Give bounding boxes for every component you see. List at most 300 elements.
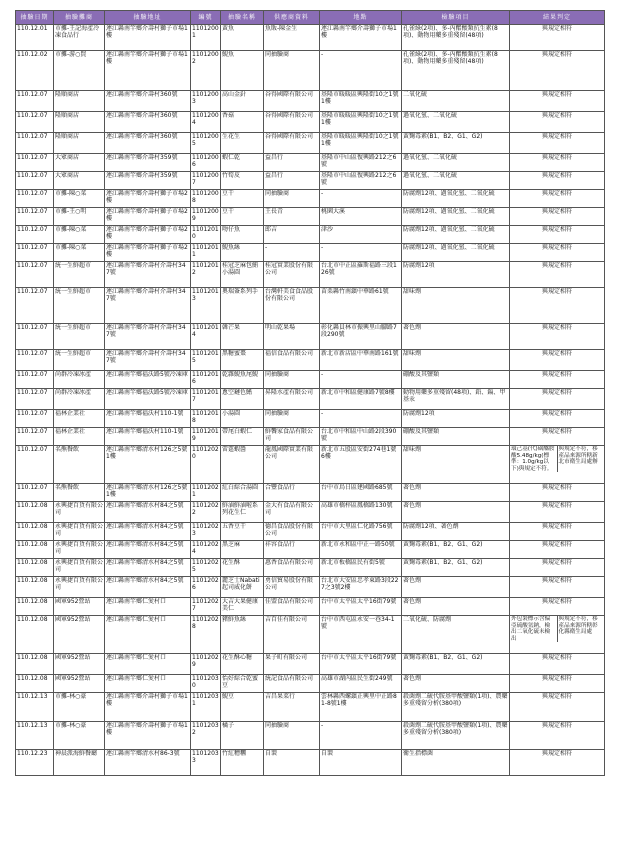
cell-name: 紅白綜合湯圓 <box>221 484 264 502</box>
cell-loc: 高雄市橋梓區鳳橋路130號 <box>320 502 402 523</box>
cell-addr: 連江縣南竿鄉福沃村110-1號 <box>105 428 191 446</box>
cell-items: 過氧化氫、二氧化硫 <box>402 112 510 133</box>
cell-vendor: 隆順商店 <box>54 112 105 133</box>
cell-addr: 連江縣南竿鄉介壽村介壽村347號 <box>105 288 191 324</box>
cell-name: 桂冠芝麻包鮪小湯圓 <box>221 262 264 288</box>
cell-addr: 連江縣南竿鄉介壽村獅子市場2樓 <box>105 190 191 208</box>
cell-addr: 連江縣南竿鄉清水村126之5號1樓 <box>105 446 191 484</box>
table-row <box>16 577 605 598</box>
cell-supplier: 郎吉 <box>264 226 320 244</box>
cell-result-detail: 環己基(代)磺醯胺酸5.48g/kg(標準：1.0g/kg以下)與規定不符。 <box>510 446 558 472</box>
cell-addr: 連江縣南竿鄉介壽村介壽村347號 <box>105 324 191 350</box>
cell-addr: 連江縣南竿鄉介壽村359號 <box>105 154 191 172</box>
cell-loc: 連江縣南竿鄉介壽獅子市場1樓 <box>320 25 402 51</box>
cell-items: 著色劑 <box>402 598 510 616</box>
cell-result: 與規定相符 <box>510 172 605 190</box>
table-row <box>16 324 605 350</box>
cell-items: 防腐劑12項、過氧化氫、二氧化硫 <box>402 244 510 262</box>
cell-result: 與規定相符 <box>510 484 605 502</box>
cell-loc: 自製 <box>320 750 402 776</box>
table-row <box>16 446 605 484</box>
cell-no: 11012009 <box>191 208 221 226</box>
cell-items: 衛生指標菌 <box>402 750 510 776</box>
table-row <box>16 598 605 616</box>
cell-supplier: 益昌行 <box>264 154 320 172</box>
cell-no: 11012029 <box>191 654 221 675</box>
table-row <box>16 244 605 262</box>
cell-date: 110.12.08 <box>16 675 54 693</box>
cell-loc: 新北市五股區安街274巷1號6樓 <box>320 446 402 484</box>
cell-supplier: 同抽驗商 <box>264 190 320 208</box>
cell-supplier: 谷得國際有限公司 <box>264 133 320 154</box>
cell-result: 與規定相符 <box>510 288 605 324</box>
column-header: 檢驗項目 <box>402 11 510 25</box>
cell-supplier: 佳盟食品有限公司 <box>264 598 320 616</box>
column-header: 編號 <box>191 11 221 25</box>
cell-items: 黃麴毒素(B1、B2、G1、G2) <box>402 654 510 675</box>
cell-no: 11012005 <box>191 133 221 154</box>
cell-vendor: 國軍952營站 <box>54 675 105 693</box>
cell-items: 動物用藥多重殘留(48項)、鉛、鎘、甲基汞 <box>402 389 510 410</box>
cell-items: 著色劑 <box>402 324 510 350</box>
cell-loc: 新北市永和區中正一路50號 <box>320 541 402 559</box>
cell-result-action: 與規定不符，移產品來源所轄新北市衛生局處辦 <box>558 446 598 466</box>
table-row <box>16 350 605 371</box>
cell-name: 竹筍皮 <box>221 172 264 190</box>
cell-supplier: 昇隆水產有限公司 <box>264 389 320 410</box>
cell-result: 與規定相符 <box>510 190 605 208</box>
cell-items: 二氧化硫、防腐劑 <box>402 616 510 654</box>
cell-items: 著色劑 <box>402 577 510 598</box>
cell-items: 防腐劑12項 <box>402 410 510 428</box>
table-row <box>16 91 605 112</box>
cell-no: 11012019 <box>191 428 221 446</box>
table-row <box>16 559 605 577</box>
cell-no: 11012022 <box>191 502 221 523</box>
cell-vendor: 名熊餐飲 <box>54 484 105 502</box>
cell-date: 110.12.01 <box>16 25 54 51</box>
cell-vendor: 統一生鮮超市 <box>54 350 105 371</box>
cell-supplier: 福信食品有限公司 <box>264 350 320 371</box>
cell-supplier: 吉百佳有限公司 <box>264 616 320 654</box>
table-header-row <box>16 11 605 25</box>
table-row <box>16 722 605 750</box>
cell-date: 110.12.07 <box>16 133 54 154</box>
cell-result: 與規定相符 <box>510 371 605 389</box>
cell-result: 與規定相符 <box>510 541 605 559</box>
table-row <box>16 226 605 244</box>
cell-result: 與規定相符 <box>510 502 605 523</box>
cell-vendor: 市攤-林○豪 <box>54 722 105 750</box>
cell-vendor: 隆順商店 <box>54 133 105 154</box>
cell-vendor: 市攤-游○賢 <box>54 51 105 91</box>
cell-result: 與規定相符 <box>510 324 605 350</box>
cell-supplier: 同抽驗商 <box>264 51 320 91</box>
table-row <box>16 502 605 523</box>
table-row <box>16 750 605 776</box>
table-row <box>16 133 605 154</box>
cell-items: 防腐劑12項、著色劑 <box>402 523 510 541</box>
table-row <box>16 616 605 654</box>
cell-name: 竹紅糟糰 <box>221 750 264 776</box>
cell-addr: 連江縣南竿鄉介壽村獅子市場2樓 <box>105 208 191 226</box>
cell-loc: 基隆市暖暖區興隆街10之1號1樓 <box>320 91 402 112</box>
cell-name: 黑芝麻 <box>221 541 264 559</box>
cell-date: 110.12.07 <box>16 428 54 446</box>
cell-result: 與規定相符 <box>510 559 605 577</box>
cell-supplier: 台灣軒美食食品股份有限公司 <box>264 288 320 324</box>
cell-vendor: 國軍952營站 <box>54 654 105 675</box>
cell-supplier: 同抽驗商 <box>264 722 320 750</box>
cell-date: 110.12.07 <box>16 190 54 208</box>
cell-vendor: 統一生鮮超市 <box>54 262 105 288</box>
cell-no: 11012027 <box>191 598 221 616</box>
cell-result: 與規定相符 <box>510 133 605 154</box>
cell-supplier: 同抽驗商 <box>264 410 320 428</box>
cell-date: 110.12.08 <box>16 577 54 598</box>
cell-vendor: 永興捷百貨有限公司 <box>54 577 105 598</box>
cell-loc: 基隆市中山區復興路212之6號 <box>320 154 402 172</box>
table-row <box>16 410 605 428</box>
cell-vendor: 市攤-王○明 <box>54 208 105 226</box>
cell-result: 與規定相符 <box>510 244 605 262</box>
cell-supplier: 同抽驗商 <box>264 371 320 389</box>
cell-loc: 新北市中和區健康路7號8樓 <box>320 389 402 410</box>
cell-vendor: 市攤-陳○菜 <box>54 244 105 262</box>
cell-loc: 高雄市湖內區民生街249號 <box>320 675 402 693</box>
cell-name: 鮮滷鮮滷啦系列花生仁 <box>221 502 264 523</box>
cell-supplier: 益昌行 <box>264 172 320 190</box>
table-row <box>16 51 605 91</box>
cell-vendor: 隆順商店 <box>54 91 105 112</box>
cell-vendor: 神晨派海鮮餐廳 <box>54 750 105 776</box>
cell-date: 110.12.07 <box>16 112 54 133</box>
cell-supplier: 龍鳳國際實業有限公司 <box>264 446 320 484</box>
cell-no: 11012006 <box>191 154 221 172</box>
cell-items: 防腐劑12項、過氧化氫、二氧化硫 <box>402 190 510 208</box>
cell-no: 11012014 <box>191 324 221 350</box>
cell-addr: 連江縣南竿鄉清水村86-3號 <box>105 750 191 776</box>
cell-no: 11012028 <box>191 616 221 654</box>
cell-items: 黃麴毒素(B1、B2、G1、G2) <box>402 133 510 154</box>
cell-name: 豆干 <box>221 190 264 208</box>
cell-date: 110.12.07 <box>16 154 54 172</box>
cell-result: 與規定相符 <box>510 693 605 722</box>
cell-addr: 連江縣南竿鄉介壽村獅子市場1樓 <box>105 25 191 51</box>
cell-no: 11012004 <box>191 112 221 133</box>
cell-addr: 連江縣南竿鄉介壽村獅子市場2樓 <box>105 244 191 262</box>
cell-name: 帶尾白蝦仁 <box>221 428 264 446</box>
cell-supplier: 果子町有限公司 <box>264 654 320 675</box>
cell-result: 與規定相符 <box>510 350 605 371</box>
cell-no: 11012007 <box>191 172 221 190</box>
cell-result: 與規定相符 <box>510 226 605 244</box>
cell-no: 11012021 <box>191 484 221 502</box>
cell-supplier: 統記食品有限公司 <box>264 675 320 693</box>
cell-result: 與規定相符 <box>510 428 605 446</box>
cell-date: 110.12.07 <box>16 410 54 428</box>
cell-loc: 台中市大里區仁化路756號 <box>320 523 402 541</box>
table-row <box>16 154 605 172</box>
cell-addr: 連江縣南竿鄉清水村84之5號 <box>105 541 191 559</box>
cell-date: 110.12.07 <box>16 262 54 288</box>
cell-name: 五香豆干 <box>221 523 264 541</box>
table-row <box>16 693 605 722</box>
cell-loc: - <box>320 190 402 208</box>
cell-vendor: 國軍952營站 <box>54 616 105 654</box>
cell-vendor: 市攤-陳○菜 <box>54 190 105 208</box>
cell-no: 11012018 <box>191 410 221 428</box>
cell-date: 110.12.07 <box>16 446 54 484</box>
cell-no: 11012002 <box>191 51 221 91</box>
cell-items: 黃麴毒素(B1、B2、G1、G2) <box>402 541 510 559</box>
cell-loc: 桃園大溪 <box>320 208 402 226</box>
cell-loc: - <box>320 371 402 389</box>
table-row <box>16 541 605 559</box>
cell-no: 11012033 <box>191 750 221 776</box>
cell-date: 110.12.07 <box>16 91 54 112</box>
cell-name: 黑糖蜜棗 <box>221 350 264 371</box>
cell-vendor: 尚群冷凍冰產 <box>54 371 105 389</box>
cell-no: 11012015 <box>191 350 221 371</box>
cell-items: 殺菌劑二硫代胺基甲酸鹽類(1項)、農藥多重殘留分析(380項) <box>402 693 510 722</box>
cell-no: 11012001 <box>191 25 221 51</box>
cell-items: 防腐劑12項、過氧化氫、二氧化硫 <box>402 208 510 226</box>
cell-vendor: 永興捷百貨有限公司 <box>54 541 105 559</box>
cell-vendor: 福林企業社 <box>54 428 105 446</box>
cell-no: 11012026 <box>191 577 221 598</box>
cell-addr: 連江縣南竿鄉介壽村360號 <box>105 133 191 154</box>
cell-result: 與規定相符 <box>510 675 605 693</box>
cell-name: 豬鮮魚絲 <box>221 616 264 654</box>
cell-supplier: 王長青 <box>264 208 320 226</box>
cell-date: 110.12.07 <box>16 484 54 502</box>
cell-result: 與規定相符 <box>510 750 605 776</box>
column-header: 抽驗名稱 <box>221 11 264 25</box>
cell-name: 乾雜鯢魚尾鯢 <box>221 371 264 389</box>
cell-no: 11012020 <box>191 446 221 484</box>
cell-vendor: 國軍952營站 <box>54 598 105 616</box>
cell-date: 110.12.08 <box>16 502 54 523</box>
table-row <box>16 389 605 410</box>
cell-loc: 彰化縣員林市振興里山腳路7段290號 <box>320 324 402 350</box>
cell-result-split <box>510 446 605 484</box>
cell-supplier: 合豐食品行 <box>264 484 320 502</box>
table-row <box>16 190 605 208</box>
cell-date: 110.12.08 <box>16 616 54 654</box>
cell-addr: 連江縣南竿鄉清水村126之5號1樓 <box>105 484 191 502</box>
cell-supplier: 德昌食品股份有限公司 <box>264 523 320 541</box>
cell-items: 著色劑 <box>402 502 510 523</box>
cell-addr: 連江縣南竿鄉福沃路5號冷凍庫 <box>105 389 191 410</box>
cell-loc: - <box>320 51 402 91</box>
column-header: 抽驗地址 <box>105 11 191 25</box>
cell-no: 11012025 <box>191 559 221 577</box>
cell-date: 110.12.07 <box>16 244 54 262</box>
inspection-table-sheet <box>15 10 604 776</box>
cell-vendor: 永興捷百貨有限公司 <box>54 559 105 577</box>
cell-name: 花生酥心糖 <box>221 654 264 675</box>
cell-items: 甜味劑 <box>402 288 510 324</box>
cell-items: 著色劑 <box>402 484 510 502</box>
cell-supplier: 鮮饗家食品有限公司 <box>264 428 320 446</box>
cell-items: 黃麴毒素(B1、B2、G1、G2) <box>402 559 510 577</box>
cell-date: 110.12.08 <box>16 523 54 541</box>
cell-date: 110.12.07 <box>16 208 54 226</box>
table-row <box>16 654 605 675</box>
cell-name: 麗芝士Nabati起司威化餅 <box>221 577 264 598</box>
cell-loc: 雲林縣西螺鎮正興里中正路81-8號1樓 <box>320 693 402 722</box>
cell-addr: 連江縣南竿鄉清水村84之5號 <box>105 523 191 541</box>
table-row <box>16 172 605 190</box>
cell-result: 與規定相符 <box>510 51 605 91</box>
cell-loc: 台北市大安區忠孝東路3段227之3號2樓 <box>320 577 402 598</box>
table-row <box>16 523 605 541</box>
table-row <box>16 112 605 133</box>
cell-no: 11012013 <box>191 288 221 324</box>
cell-no: 11012032 <box>191 722 221 750</box>
column-header: 抽驗攤商 <box>54 11 105 25</box>
cell-items: 二氧化硫 <box>402 91 510 112</box>
cell-name: 鯢魚絲 <box>221 244 264 262</box>
column-header: 抽驗日期 <box>16 11 54 25</box>
column-header: 地點 <box>320 11 402 25</box>
cell-name: 大吉大果健康美仁 <box>221 598 264 616</box>
cell-addr: 連江縣南竿鄉仁愛村口 <box>105 675 191 693</box>
cell-date: 110.12.13 <box>16 693 54 722</box>
cell-date: 110.12.07 <box>16 324 54 350</box>
cell-vendor: 大眾商店 <box>54 172 105 190</box>
cell-supplier: 明山乾果場 <box>264 324 320 350</box>
column-header: 供應商資料 <box>264 11 320 25</box>
cell-date: 110.12.07 <box>16 350 54 371</box>
table-row <box>16 25 605 51</box>
cell-date: 110.12.07 <box>16 371 54 389</box>
cell-supplier: 祥容食品行 <box>264 541 320 559</box>
cell-addr: 連江縣南竿鄉介壽村介壽村347號 <box>105 262 191 288</box>
cell-no: 11012031 <box>191 693 221 722</box>
cell-items: 過氧化氫、二氧化硫 <box>402 154 510 172</box>
table-row <box>16 484 605 502</box>
cell-name: 高山金針 <box>221 91 264 112</box>
cell-name: 奧瑞簽系列手 <box>221 288 264 324</box>
cell-vendor: 市攤-林○豪 <box>54 693 105 722</box>
cell-vendor: 永興捷百貨有限公司 <box>54 523 105 541</box>
cell-name: 蔥空鏈色鰭 <box>221 389 264 410</box>
cell-no: 11012012 <box>191 262 221 288</box>
cell-supplier: 谷得國際有限公司 <box>264 112 320 133</box>
cell-items: 孔雀綠(2項)、多-內酯酸類抗生素(8項)、動物用藥多重殘留(48項) <box>402 25 510 51</box>
cell-name: 小湯圓 <box>221 410 264 428</box>
cell-result: 與規定相符 <box>510 577 605 598</box>
cell-result: 與規定相符 <box>510 91 605 112</box>
column-header: 結果判定 <box>510 11 605 25</box>
cell-name: 鯢豆 <box>221 693 264 722</box>
cell-supplier: 勇信貿易股份有限公司 <box>264 577 320 598</box>
cell-addr: 連江縣南竿鄉清水村84之5號 <box>105 577 191 598</box>
cell-vendor: 市攤-陳○菜 <box>54 226 105 244</box>
cell-items: 過氧化氫、二氧化硫 <box>402 172 510 190</box>
cell-result: 與規定相符 <box>510 25 605 51</box>
cell-vendor: 統一生鮮超市 <box>54 288 105 324</box>
cell-result: 與規定相符 <box>510 722 605 750</box>
cell-date: 110.12.08 <box>16 654 54 675</box>
cell-no: 11012030 <box>191 675 221 693</box>
cell-items: 殺菌劑二硫代胺基甲酸鹽類(1項)、農藥多重殘留分析(380項) <box>402 722 510 750</box>
cell-supplier: 吉昌果菜行 <box>264 693 320 722</box>
cell-addr: 連江縣南竿鄉清水村84之5號 <box>105 502 191 523</box>
table-row <box>16 208 605 226</box>
cell-date: 110.12.23 <box>16 750 54 776</box>
cell-items: 防腐劑12項 <box>402 262 510 288</box>
cell-date: 110.12.08 <box>16 598 54 616</box>
cell-result-action: 與規定不符，移產品來源所轄彰化縣衛生局處 <box>558 616 598 636</box>
table-row <box>16 288 605 324</box>
cell-addr: 連江縣南竿鄉介壽村獅子市場1樓 <box>105 51 191 91</box>
cell-loc: 台中市烏日區建國路685號 <box>320 484 402 502</box>
cell-no: 11012017 <box>191 389 221 410</box>
cell-loc: 津沙 <box>320 226 402 244</box>
cell-date: 110.12.07 <box>16 226 54 244</box>
cell-supplier: 魚販-陳金生 <box>264 25 320 51</box>
cell-loc: 台北市中正區羅斯福路三段126號 <box>320 262 402 288</box>
cell-loc: - <box>320 722 402 750</box>
cell-name: 怡好綜合乾蜜豆 <box>221 675 264 693</box>
cell-vendor: 市攤-王記海產冷凍食品行 <box>54 25 105 51</box>
cell-no: 11012016 <box>191 371 221 389</box>
cell-loc: - <box>320 410 402 428</box>
cell-result: 與規定相符 <box>510 112 605 133</box>
cell-result: 與規定相符 <box>510 410 605 428</box>
cell-addr: 連江縣南竿鄉仁愛村口 <box>105 616 191 654</box>
cell-addr: 連江縣南竿鄉仁愛村口 <box>105 598 191 616</box>
cell-result: 與規定相符 <box>510 523 605 541</box>
cell-result-detail: 外包裝標示含偏亞硫酸氫鈉，檢出二氧化硫未檢出 <box>510 616 558 642</box>
cell-supplier: 自製 <box>264 750 320 776</box>
cell-addr: 連江縣南竿鄉介壽村獅子市場1樓 <box>105 722 191 750</box>
cell-date: 110.12.07 <box>16 389 54 410</box>
cell-name: 蝦仁乾 <box>221 154 264 172</box>
cell-name: 橘子 <box>221 722 264 750</box>
cell-addr: 連江縣南竿鄉介壽村360號 <box>105 91 191 112</box>
inspection-table <box>15 10 605 776</box>
cell-items: 孔雀綠(2項)、多-內酯酸類抗生素(8項)、動物用藥多重殘留(48項) <box>402 51 510 91</box>
cell-no: 11012024 <box>191 541 221 559</box>
cell-date: 110.12.02 <box>16 51 54 91</box>
cell-name: 韓芒果 <box>221 324 264 350</box>
cell-name: 雷霆蝦醬 <box>221 446 264 484</box>
cell-name: 鯢魚 <box>221 51 264 91</box>
cell-items: 硼酸及其鹽類 <box>402 371 510 389</box>
cell-result: 與規定相符 <box>510 654 605 675</box>
cell-date: 110.12.13 <box>16 722 54 750</box>
table-row <box>16 675 605 693</box>
cell-addr: 連江縣南竿鄉介壽村359號 <box>105 172 191 190</box>
cell-no: 11012010 <box>191 226 221 244</box>
cell-loc: 台北市中和區中山路2段390號 <box>320 428 402 446</box>
cell-loc: 台中市太平區太平16街79號 <box>320 654 402 675</box>
cell-loc: 基隆市暖暖區興隆街10之1號1樓 <box>320 112 402 133</box>
cell-date: 110.12.08 <box>16 559 54 577</box>
cell-supplier: - <box>264 244 320 262</box>
cell-loc: 基隆市暖暖區興隆街10之1號1樓 <box>320 133 402 154</box>
cell-supplier: 谷得國際有限公司 <box>264 91 320 112</box>
cell-name: 豆干 <box>221 208 264 226</box>
cell-result: 與規定相符 <box>510 262 605 288</box>
cell-loc: 新北市板橋區民有街5號 <box>320 559 402 577</box>
cell-vendor: 福林企業社 <box>54 410 105 428</box>
cell-vendor: 名熊餐飲 <box>54 446 105 484</box>
